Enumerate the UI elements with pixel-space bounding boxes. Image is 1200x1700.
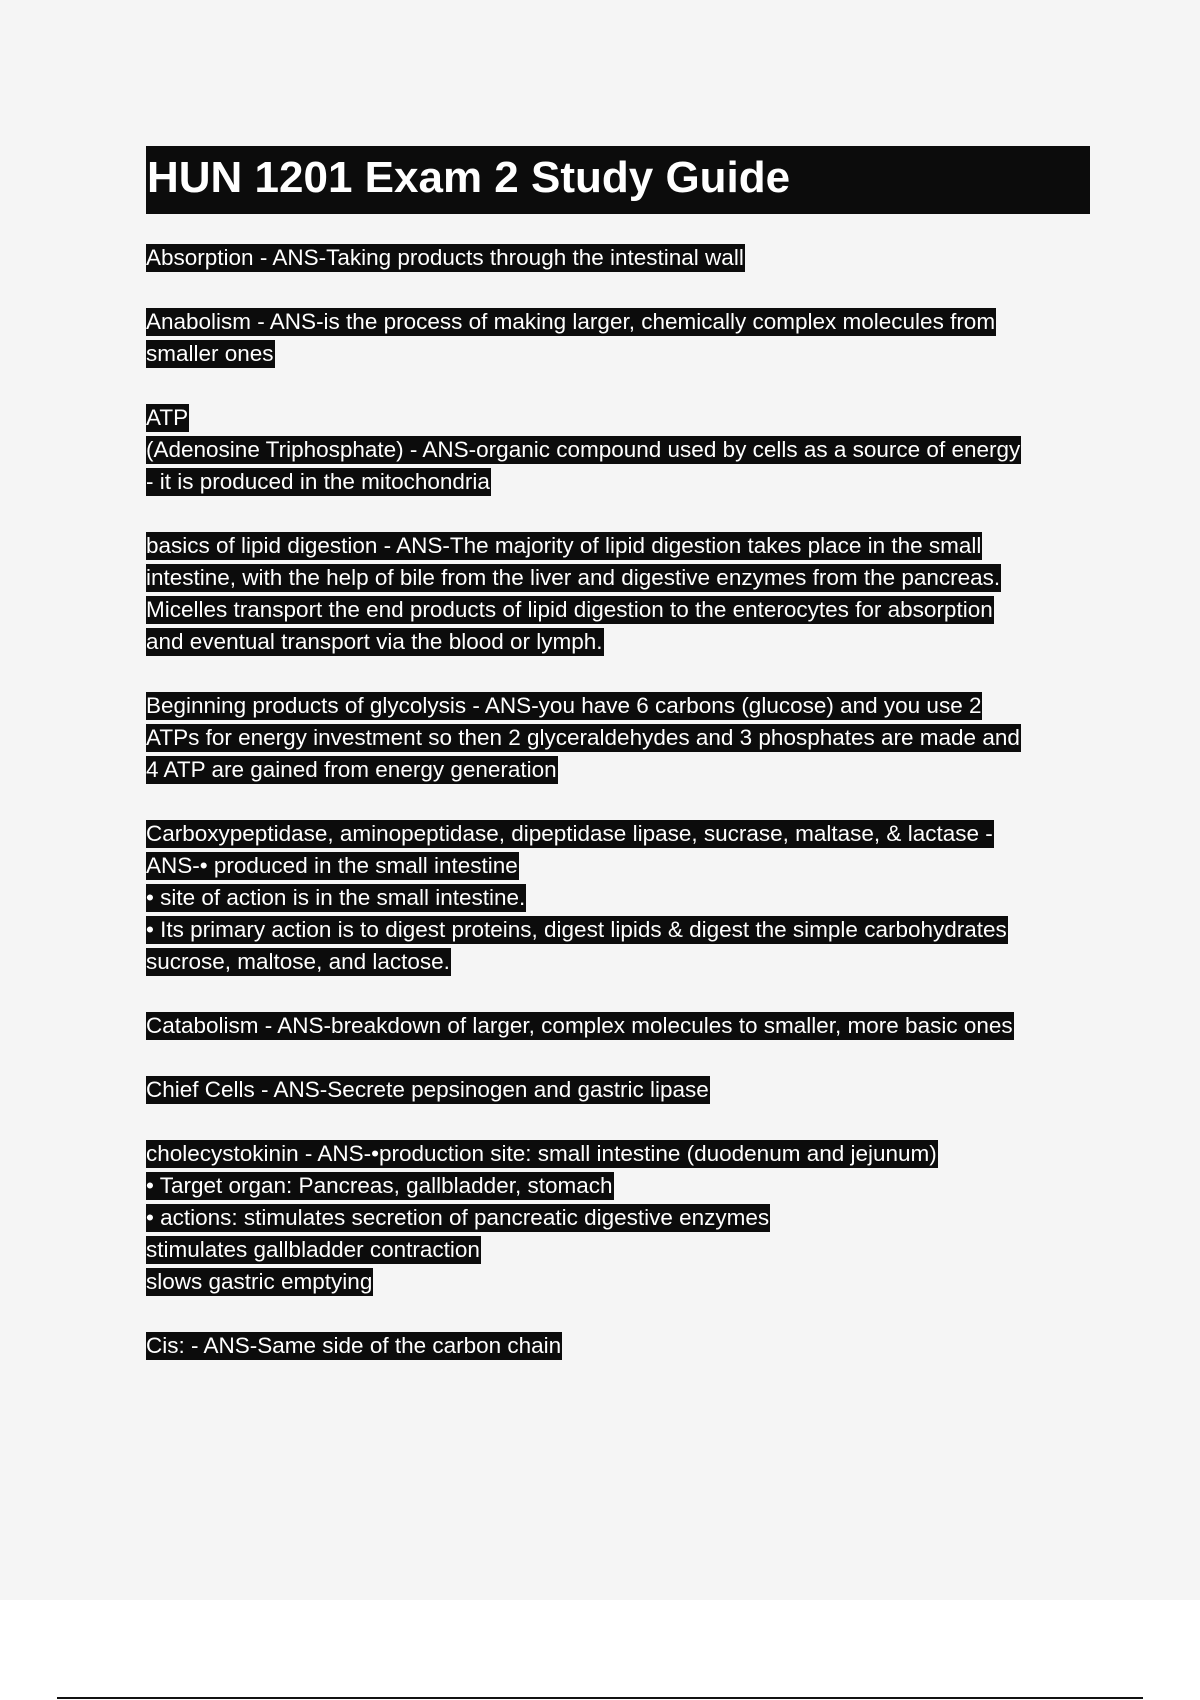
glossary-entry [146, 1074, 1090, 1106]
entry-line: Micelles transport the end products of lipid digestion to the enterocytes for absorption [146, 597, 993, 622]
entry-line: sucrose, maltose, and lactose. [146, 949, 450, 974]
glossary-entry [146, 306, 1090, 370]
entry-line: Anabolism - ANS-is the process of making larger, chemically complex molecules from [146, 309, 996, 334]
entry-line: ATP [146, 405, 189, 430]
entry-line: slows gastric emptying [146, 1269, 373, 1294]
entry-line: stimulates gallbladder contraction [146, 1237, 480, 1262]
entry-line: ANS-• produced in the small intestine [146, 853, 518, 878]
entry-line: - it is produced in the mitochondria [146, 469, 490, 494]
glossary-entry [146, 690, 1090, 786]
entry-line: Cis: - ANS-Same side of the carbon chain [146, 1333, 562, 1358]
entry-line: Carboxypeptidase, aminopeptidase, dipeptidase lipase, sucrase, maltase, & lactase - [146, 821, 993, 846]
entry-line: Absorption - ANS-Taking products through the intestinal wall [146, 245, 744, 270]
glossary-entry [146, 818, 1090, 978]
entry-line: Chief Cells - ANS-Secrete pepsinogen and gastric lipase [146, 1077, 709, 1102]
entry-line: • Target organ: Pancreas, gallbladder, stomach [146, 1173, 613, 1198]
entry-line: and eventual transport via the blood or lymph. [146, 629, 603, 654]
entry-line: Catabolism - ANS-breakdown of larger, complex molecules to smaller, more basic ones [146, 1013, 1013, 1038]
entry-line: Beginning products of glycolysis - ANS-you have 6 carbons (glucose) and you use 2 [146, 693, 982, 718]
glossary-entry [146, 402, 1090, 498]
entry-line: cholecystokinin - ANS-•production site: small intestine (duodenum and jejunum) [146, 1141, 937, 1166]
entry-line: • site of action is in the small intestine. [146, 885, 526, 910]
document-title: HUN 1201 Exam 2 Study Guide [147, 153, 791, 202]
glossary-entry [146, 1330, 1090, 1362]
title-banner [146, 146, 1090, 214]
entry-line: 4 ATP are gained from energy generation [146, 757, 557, 782]
entry-line: (Adenosine Triphosphate) - ANS-organic compound used by cells as a source of energy [146, 437, 1021, 462]
glossary-entry [146, 1138, 1090, 1298]
entry-line: smaller ones [146, 341, 274, 366]
entry-line: • actions: stimulates secretion of pancreatic digestive enzymes [146, 1205, 770, 1230]
entry-line: intestine, with the help of bile from the liver and digestive enzymes from the pancreas. [146, 565, 1001, 590]
entry-line: ATPs for energy investment so then 2 glyceraldehydes and 3 phosphates are made and [146, 725, 1020, 750]
glossary-entry [146, 1010, 1090, 1042]
glossary-entry [146, 530, 1090, 658]
glossary-entry [146, 242, 1090, 274]
footer-divider [57, 1697, 1143, 1699]
study-guide-content [146, 242, 1090, 1394]
entry-line: basics of lipid digestion - ANS-The majority of lipid digestion takes place in the small [146, 533, 982, 558]
entry-line: • Its primary action is to digest proteins, digest lipids & digest the simple carbohydrates [146, 917, 1007, 942]
